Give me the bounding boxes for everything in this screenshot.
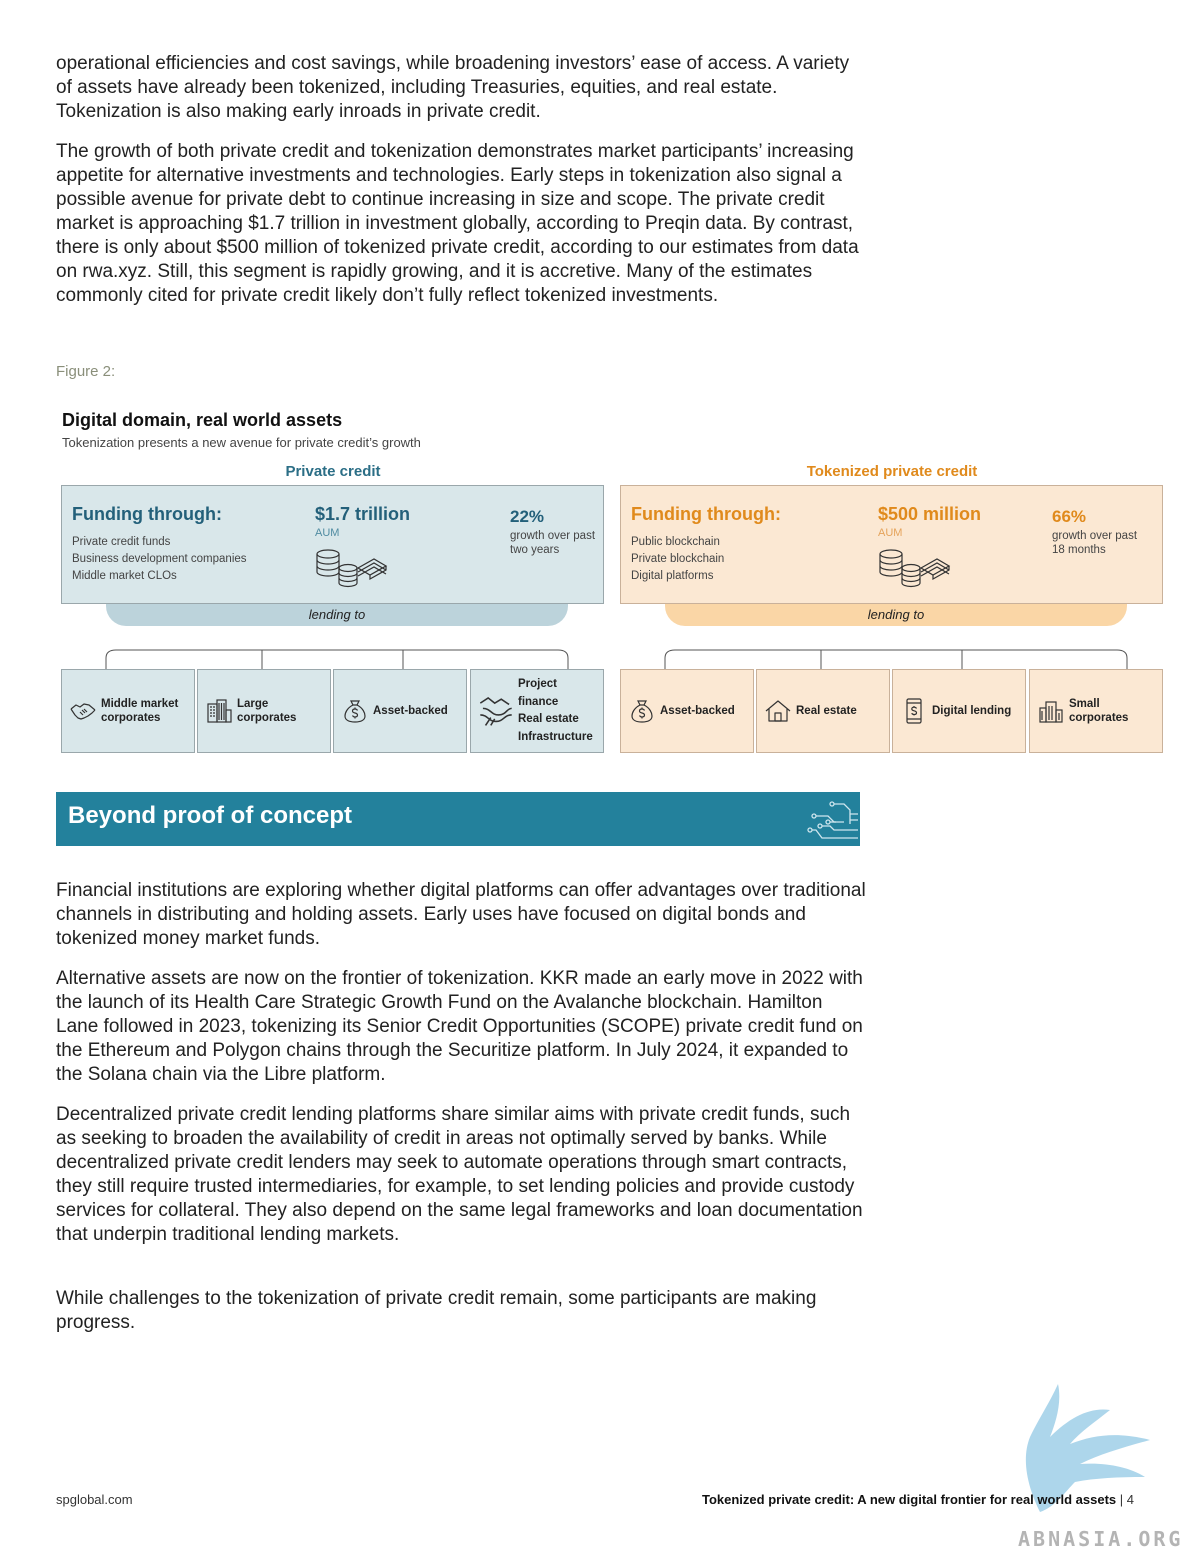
- funding-item: Business development companies: [72, 553, 247, 565]
- coins-cash-icon: [875, 546, 955, 596]
- growth-text: growth over past two years: [510, 530, 596, 556]
- tokenized-credit-heading: Tokenized private credit: [806, 463, 978, 480]
- road-icon: [479, 694, 513, 728]
- handshake-icon: [70, 698, 96, 724]
- figure-label: Figure 2:: [56, 363, 116, 380]
- funding-title: Funding through:: [72, 504, 222, 524]
- body-paragraph-4: While challenges to the tokenization of private credit remain, some participants are making progress.: [56, 1288, 817, 1333]
- funding-title: Funding through:: [631, 504, 781, 524]
- target-card-real-estate: [756, 669, 890, 753]
- target-label: Real estate: [796, 705, 857, 717]
- section-title: Beyond proof of concept: [68, 802, 352, 829]
- target-label: Small corporates: [1069, 698, 1129, 724]
- aum-unit: AUM: [315, 527, 340, 539]
- body-paragraph-3: Decentralized private credit lending platforms share similar aims with private credit funds, such as seeking to broaden the availability of credit in areas not optimally served by banks. While decentralized private credit lenders may seek to automate operations through smart contracts, they still require trusted intermediaries, for example, to set lending policies and provide custody services for collateral. They also depend on the same legal frameworks and loan documentation that underpin traditional lending markets.: [56, 1104, 863, 1245]
- private-credit-heading: Private credit: [285, 463, 381, 480]
- footer-site[interactable]: spglobal.com: [56, 1492, 133, 1507]
- branch-connector: [60, 646, 605, 670]
- target-label: Digital lending: [932, 705, 1012, 717]
- target-label-line: Real estate: [518, 713, 579, 725]
- aum-value: $1.7 trillion: [315, 504, 411, 524]
- footer-doc-info: [702, 1492, 1134, 1507]
- target-label: Large corporates: [237, 698, 297, 724]
- footer-separator: |: [1116, 1492, 1127, 1507]
- target-label: Asset-backed: [660, 705, 735, 717]
- coins-cash-icon: [312, 546, 392, 596]
- growth-percent: 66%: [1052, 507, 1087, 526]
- target-label: [518, 676, 599, 746]
- target-card-large-corporates: [197, 669, 331, 753]
- target-card-asset-backed: [620, 669, 754, 753]
- growth-text: growth over past 18 months: [1052, 530, 1138, 556]
- funding-list: [72, 534, 247, 585]
- intro-paragraph-2: The growth of both private credit and tokenization demonstrates market participants’ increasing appetite for alternative investments and technologies. Early steps in tokenization also signal a possible avenue for private debt to continue increasing in size and scope. The private credit market is approaching $1.7 trillion in investment globally, according to Preqin data. By contrast, there is only about $500 million of tokenized private credit, according to our estimates from data on rwa.xyz. Still, this segment is rapidly growing, and it is accretive. Many of the estimates commonly cited for private credit likely don’t fully reflect tokenized investments.: [56, 141, 859, 306]
- buildings-icon: [206, 698, 232, 724]
- aum-unit: AUM: [878, 527, 903, 539]
- watermark-text: ABNASIA.ORG: [1018, 1527, 1184, 1551]
- intro-paragraph-1: operational efficiencies and cost savings, while broadening investors’ ease of access. A variety of assets have already been tokenized, including Treasuries, equities, and real estate. Tokenization is also making early inroads in private credit.: [56, 53, 850, 122]
- target-card-middle-market: [61, 669, 195, 753]
- body-paragraph-1: Financial institutions are exploring whether digital platforms can offer advantages over traditional channels in distributing and holding assets. Early uses have focused on digital bonds and tokenized money market funds.: [56, 880, 866, 949]
- target-card-asset-backed: [333, 669, 467, 753]
- small-buildings-icon: [1038, 698, 1064, 724]
- circuit-icon: [802, 798, 858, 842]
- figure-subtitle: Tokenization presents a new avenue for private credit’s growth: [62, 435, 421, 450]
- mobile-dollar-icon: [901, 698, 927, 724]
- target-card-project-finance: [470, 669, 604, 753]
- private-credit-box: [61, 485, 604, 604]
- tokenized-credit-box: [620, 485, 1163, 604]
- lending-to-pill: lending to: [665, 604, 1127, 626]
- growth-percent: 22%: [510, 507, 545, 526]
- target-card-digital-lending: [892, 669, 1026, 753]
- target-label-line: Project finance: [518, 678, 559, 708]
- branch-connector: [619, 646, 1164, 670]
- funding-item: Digital platforms: [631, 570, 714, 582]
- section-banner: [56, 792, 860, 846]
- target-label: Asset-backed: [373, 705, 448, 717]
- body-paragraph-2: Alternative assets are now on the frontier of tokenization. KKR made an early move in 2022 with the launch of its Health Care Strategic Growth Fund on the Avalanche blockchain. Hamilton Lane followed in 2023, tokenizing its Senior Credit Opportunities (SCOPE) private credit fund on the Ethereum and Polygon chains through the Securitize platform. In July 2024, it expanded to the Solana chain via the Libre platform.: [56, 968, 863, 1085]
- page-number: 4: [1126, 1492, 1134, 1507]
- funding-item: Private credit funds: [72, 536, 171, 548]
- money-bag-icon: [629, 698, 655, 724]
- house-icon: [765, 698, 791, 724]
- funding-item: Private blockchain: [631, 553, 725, 565]
- money-bag-icon: [342, 698, 368, 724]
- lending-to-pill: lending to: [106, 604, 568, 626]
- target-label-line: Infrastructure: [518, 730, 593, 743]
- figure-title: Digital domain, real world assets: [62, 410, 343, 430]
- target-label: Middle market corporates: [101, 698, 179, 724]
- aum-value: $500 million: [878, 504, 982, 524]
- target-card-small-corporates: [1029, 669, 1163, 753]
- funding-item: Public blockchain: [631, 536, 720, 548]
- funding-list: [631, 534, 724, 585]
- funding-item: Middle market CLOs: [72, 570, 177, 582]
- footer-doc-title: Tokenized private credit: A new digital frontier for real world assets: [701, 1492, 1117, 1507]
